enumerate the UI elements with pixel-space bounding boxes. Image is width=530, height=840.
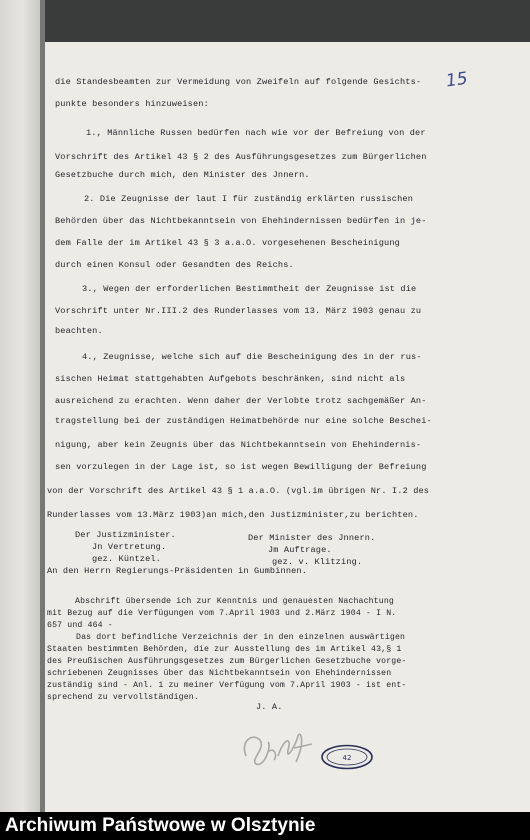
body-line: sen vorzulegen in der Lage ist, so ist wegen Bewilligung der Befreiung xyxy=(55,462,427,472)
body-line: Gesetzbuche durch mich, den Minister des Jnnern. xyxy=(55,170,310,180)
signature-right-3: gez. v. Klitzing. xyxy=(272,557,363,567)
body-line: beachten. xyxy=(55,326,103,336)
body-line: Behörden über das Nichtbekanntsein von Ehehindernissen bedürfen in je- xyxy=(55,216,427,226)
body-line: 3., Wegen der erforderlichen Bestimmtheit der Zeugnisse ist die xyxy=(82,284,417,294)
body-line: tragstellung bei der zuständigen Heimatbehörde nur eine solche Beschei- xyxy=(55,416,432,426)
transmittal-line: schriebenen Zeugnisses über das Nichtbekanntsein von Ehehindernissen xyxy=(47,669,392,678)
signature-left-3: gez. Küntzel. xyxy=(92,554,161,564)
addressee-line: An den Herrn Regierungs-Präsidenten in Gumbinnen. xyxy=(47,566,308,576)
body-line: durch einen Konsul oder Gesandten des Reichs. xyxy=(55,260,294,270)
page-number: 15 xyxy=(444,68,469,92)
book-binding xyxy=(0,0,40,812)
transmittal-line: 657 und 464 - xyxy=(47,621,113,630)
archive-stamp xyxy=(320,744,374,770)
body-line: Vorschrift unter Nr.III.2 des Runderlasses vom 13. März 1903 genau zu xyxy=(55,306,422,316)
body-line: Vorschrift des Artikel 43 § 2 des Ausführungsgesetzes zum Bürgerlichen xyxy=(55,152,427,162)
body-line: sischen Heimat stattgehabten Aufgebots beschränken, sind nicht als xyxy=(55,374,406,384)
body-line: ausreichend zu erachten. Wenn daher der Verlobte trotz sachgemäßer An- xyxy=(55,396,427,406)
transmittal-line: mit Bezug auf die Verfügungen vom 7.April 1903 und 2.März 1904 - I N. xyxy=(47,609,397,618)
transmittal-line: des Preußischen Ausführungsgesetzes zum Bürgerlichen Gesetzbuche vorge- xyxy=(47,657,407,666)
archive-name: Archiwum Państwowe w Olsztynie xyxy=(5,815,316,836)
body-line: 2. Die Zeugnisse der laut I für zuständig erklärten russischen xyxy=(84,194,414,204)
body-line: 4., Zeugnisse, welche sich auf die Bescheinigung des in der rus- xyxy=(82,352,422,362)
body-line: nigung, aber kein Zeugnis über das Nichtbekanntsein von Ehehindernis- xyxy=(55,440,422,450)
signature-left-1: Der Justizminister. xyxy=(75,530,176,540)
footer-bar xyxy=(0,812,530,840)
body-line: Runderlasses vom 13.März 1903)an mich,den Justizminister,zu berichten. xyxy=(47,510,419,520)
transmittal-line: Abschrift übersende ich zur Kenntnis und genauesten Nachachtung xyxy=(75,597,394,606)
body-line: 1., Männliche Russen bedürfen nach wie vor der Befreiung von der xyxy=(86,128,426,138)
transmittal-line: Staaten bestimmten Behörden, die zur Ausstellung des im Artikel 43,§ 1 xyxy=(47,645,402,654)
body-line: dem Falle der im Artikel 43 § 3 a.a.O. vorgesehenen Bescheinigung xyxy=(55,238,400,248)
transmittal-line: Das dort befindliche Verzeichnis der in den einzelnen auswärtigen xyxy=(76,633,406,642)
signature-right-1: Der Minister des Jnnern. xyxy=(248,533,376,543)
signature-right-2: Jm Auftrage. xyxy=(268,545,332,555)
body-line: die Standesbeamten zur Vermeidung von Zweifeln auf folgende Gesichts- xyxy=(55,77,422,87)
closing-initials: J. A. xyxy=(256,702,283,712)
stamp-number: 42 xyxy=(342,754,352,762)
transmittal-line: zuständig sind - Anl. 1 zu meiner Verfügung vom 7.April 1903 - ist ent- xyxy=(47,681,407,690)
signature-left-2: Jn Vertretung. xyxy=(92,542,167,552)
body-line: punkte besonders hinzuweisen: xyxy=(55,99,209,109)
body-line: von der Vorschrift des Artikel 43 § 1 a.a.O. (vgl.im übrigen Nr. I.2 des xyxy=(47,486,430,496)
handwritten-signature xyxy=(238,726,318,770)
transmittal-line: sprechend zu vervollständigen. xyxy=(47,693,199,702)
scan-background xyxy=(45,0,530,42)
